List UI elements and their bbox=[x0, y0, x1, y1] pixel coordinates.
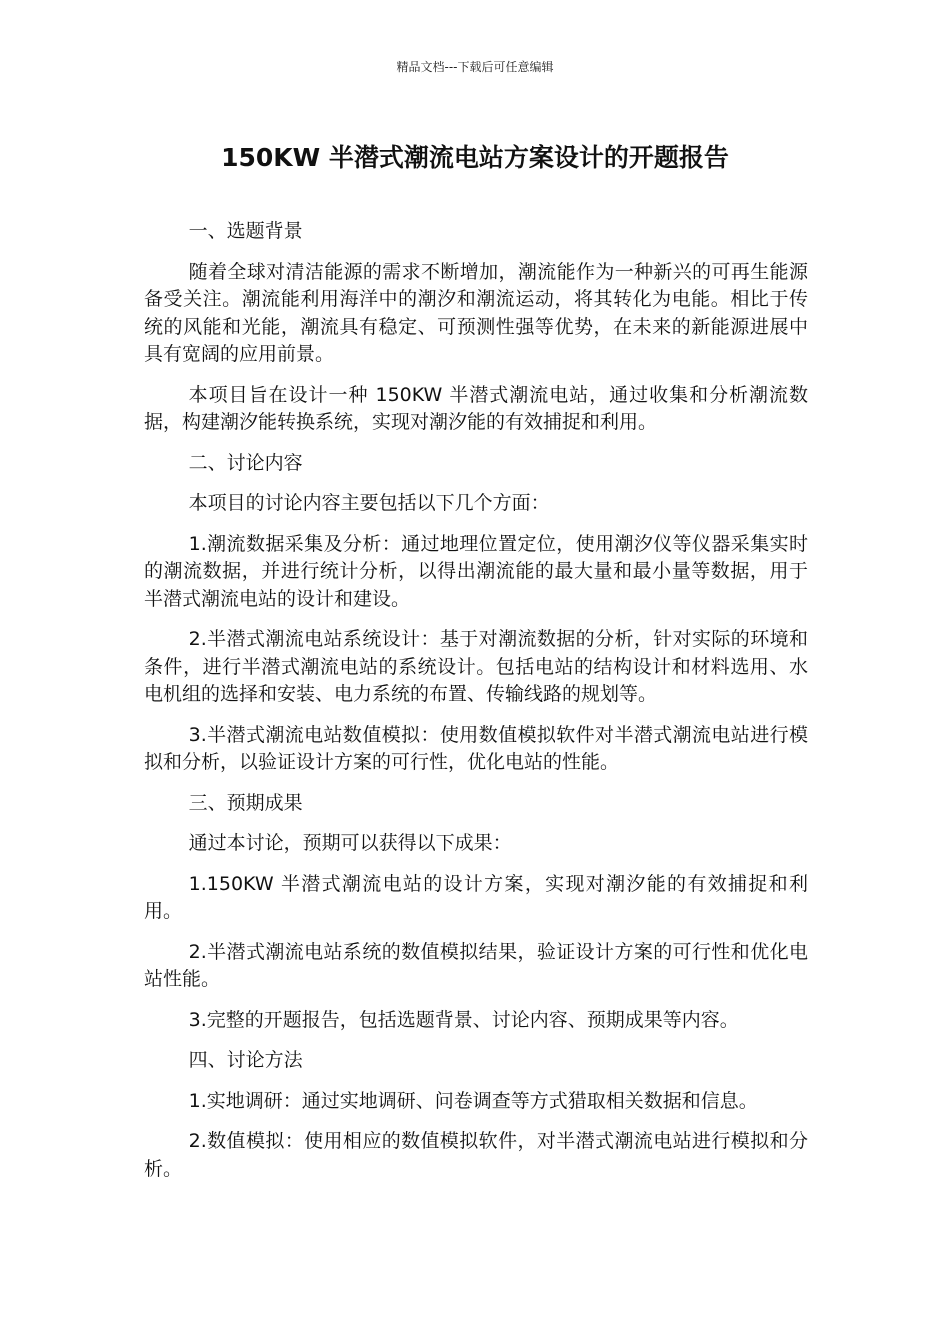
paragraph-research-intro: 本项目的讨论内容主要包括以下几个方面： bbox=[188, 492, 550, 514]
header-note: 精品文档---下载后可任意编辑 bbox=[396, 60, 554, 74]
list-item-research-1: 1.潮流数据采集及分析：通过地理位置定位，使用潮汐仪等仪器采集实时的潮流数据，并进行统计分析，以得出潮流能的最大量和最小量等数据，用于半潜式潮流电站的设计和建设。 bbox=[144, 532, 808, 610]
section-heading-research-content: 二、讨论内容 bbox=[188, 451, 303, 474]
section-heading-methods: 四、讨论方法 bbox=[188, 1049, 303, 1071]
list-item-research-2: 2.半潜式潮流电站系统设计：基于对潮流数据的分析，针对实际的环境和条件，进行半潜式潮流电站的系统设计。包括电站的结构设计和材料选用、水电机组的选择和安装、电力系统的布置、传输线路的规划等。 bbox=[144, 628, 808, 705]
paragraph-background-2: 本项目旨在设计一种 150KW 半潜式潮流电站，通过收集和分析潮流数据，构建潮汐能转换系统，实现对潮汐能的有效捕捉和利用。 bbox=[144, 383, 808, 433]
document-body bbox=[144, 218, 808, 1196]
list-item-research-3: 3.半潜式潮流电站数值模拟：使用数值模拟软件对半潜式潮流电站进行模拟和分析，以验证设计方案的可行性，优化电站的性能。 bbox=[144, 723, 808, 773]
section-heading-background: 一、选题背景 bbox=[188, 220, 303, 242]
list-item-result-1: 1.150KW 半潜式潮流电站的设计方案，实现对潮汐能的有效捕捉和利用。 bbox=[144, 872, 808, 922]
document-title: 150KW 半潜式潮流电站方案设计的开题报告 bbox=[221, 143, 729, 172]
list-item-result-3: 3.完整的开题报告，包括选题背景、讨论内容、预期成果等内容。 bbox=[188, 1008, 739, 1031]
list-item-method-1: 1.实地调研：通过实地调研、问卷调查等方式猎取相关数据和信息。 bbox=[188, 1089, 758, 1112]
paragraph-results-intro: 通过本讨论，预期可以获得以下成果： bbox=[188, 832, 512, 854]
list-item-result-2: 2.半潜式潮流电站系统的数值模拟结果，验证设计方案的可行性和优化电站性能。 bbox=[144, 940, 808, 990]
paragraph-background-1: 随着全球对清洁能源的需求不断增加，潮流能作为一种新兴的可再生能源备受关注。潮流能利用海洋中的潮汐和潮流运动，将其转化为电能。相比于传统的风能和光能，潮流具有稳定、可预测性强等优势，在未来的新能源进展中具有宽阔的应用前景。 bbox=[144, 260, 808, 365]
list-item-method-2: 2.数值模拟：使用相应的数值模拟软件，对半潜式潮流电站进行模拟和分析。 bbox=[144, 1130, 808, 1180]
section-heading-expected-results: 三、预期成果 bbox=[188, 791, 303, 814]
